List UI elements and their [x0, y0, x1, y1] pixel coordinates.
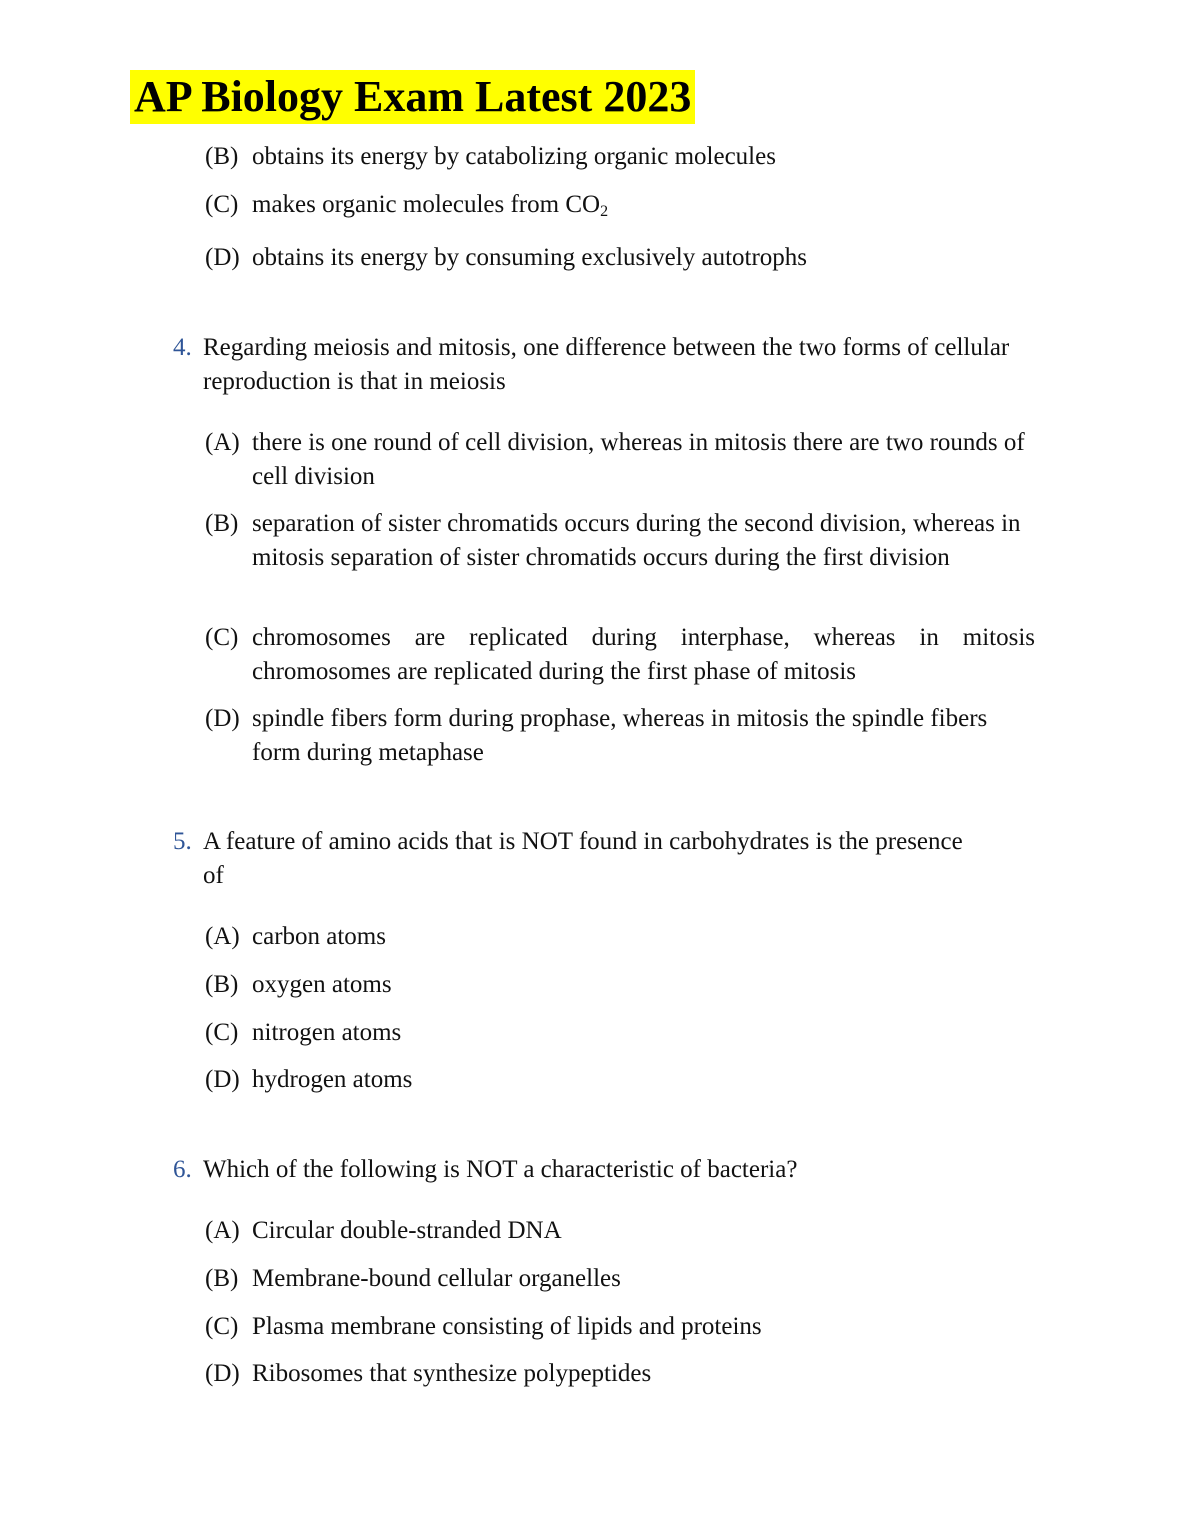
option-label: (D): [205, 1066, 240, 1093]
q4-option-b: [205, 507, 1035, 574]
option-label: (D): [205, 244, 240, 271]
q4-option-a: [205, 426, 1035, 493]
option-text: obtains its energy by catabolizing organic molecules: [252, 143, 776, 170]
q4-option-c: [205, 621, 1035, 688]
option-text: nitrogen atoms: [252, 1019, 402, 1046]
question-4: [173, 331, 1033, 398]
question-number: 5.: [173, 828, 192, 855]
option-label: (D): [205, 705, 240, 732]
option-text: Circular double-stranded DNA: [252, 1217, 562, 1244]
page-title: AP Biology Exam Latest 2023: [130, 70, 695, 124]
option-text: carbon atoms: [252, 923, 386, 950]
option-label: (C): [205, 1313, 239, 1340]
option-label: (D): [205, 1360, 240, 1387]
q5-option-c: [205, 1016, 1035, 1050]
option-text: Membrane-bound cellular organelles: [252, 1265, 621, 1292]
q3-option-c: [205, 188, 1035, 222]
option-text-main: makes organic molecules from CO: [252, 191, 601, 218]
option-label: (B): [205, 1265, 239, 1292]
option-text: Ribosomes that synthesize polypeptides: [252, 1360, 652, 1387]
option-label: (A): [205, 429, 240, 456]
option-label: (A): [205, 1217, 240, 1244]
question-text: Which of the following is NOT a characteristic of bacteria?: [203, 1156, 798, 1183]
option-label: (A): [205, 923, 240, 950]
q4-option-d: [205, 702, 1035, 769]
q3-option-d: [205, 241, 1035, 275]
option-text: Plasma membrane consisting of lipids and proteins: [252, 1313, 762, 1340]
option-text: oxygen atoms: [252, 971, 392, 998]
question-6: [173, 1153, 1033, 1187]
q3-option-b: [205, 140, 1035, 174]
option-label: (B): [205, 971, 239, 998]
co2-subscript: 2: [600, 203, 609, 220]
option-label: (B): [205, 143, 239, 170]
option-text: there is one round of cell division, whereas in mitosis there are two rounds of cell division: [252, 429, 1025, 490]
option-label: (C): [205, 624, 239, 651]
option-text: obtains its energy by consuming exclusively autotrophs: [252, 244, 808, 271]
option-label: (C): [205, 191, 239, 218]
q6-option-b: [205, 1262, 1035, 1296]
question-number: 4.: [173, 334, 192, 361]
q6-option-a: [205, 1214, 1035, 1248]
q5-option-a: [205, 920, 1035, 954]
question-text: A feature of amino acids that is NOT found in carbohydrates is the presence of: [203, 828, 963, 889]
option-text: spindle fibers form during prophase, whereas in mitosis the spindle fibers form during metaphase: [252, 705, 988, 766]
option-text: [252, 188, 1035, 222]
option-text: chromosomes are replicated during interphase, whereas in mitosis chromosomes are replicated during the first phase of mitosis: [252, 624, 1035, 685]
option-label: (B): [205, 510, 239, 537]
q5-option-b: [205, 968, 1035, 1002]
question-number: 6.: [173, 1156, 192, 1183]
question-text: Regarding meiosis and mitosis, one difference between the two forms of cellular reproduction is that in meiosis: [203, 334, 1010, 395]
question-5: [173, 825, 1033, 892]
option-text: hydrogen atoms: [252, 1066, 413, 1093]
option-label: (C): [205, 1019, 239, 1046]
q6-option-c: [205, 1310, 1035, 1344]
q6-option-d: [205, 1357, 1035, 1391]
q5-option-d: [205, 1063, 1035, 1097]
option-text: separation of sister chromatids occurs during the second division, whereas in mitosis separation of sister chromatids occurs during the first division: [252, 510, 1021, 571]
